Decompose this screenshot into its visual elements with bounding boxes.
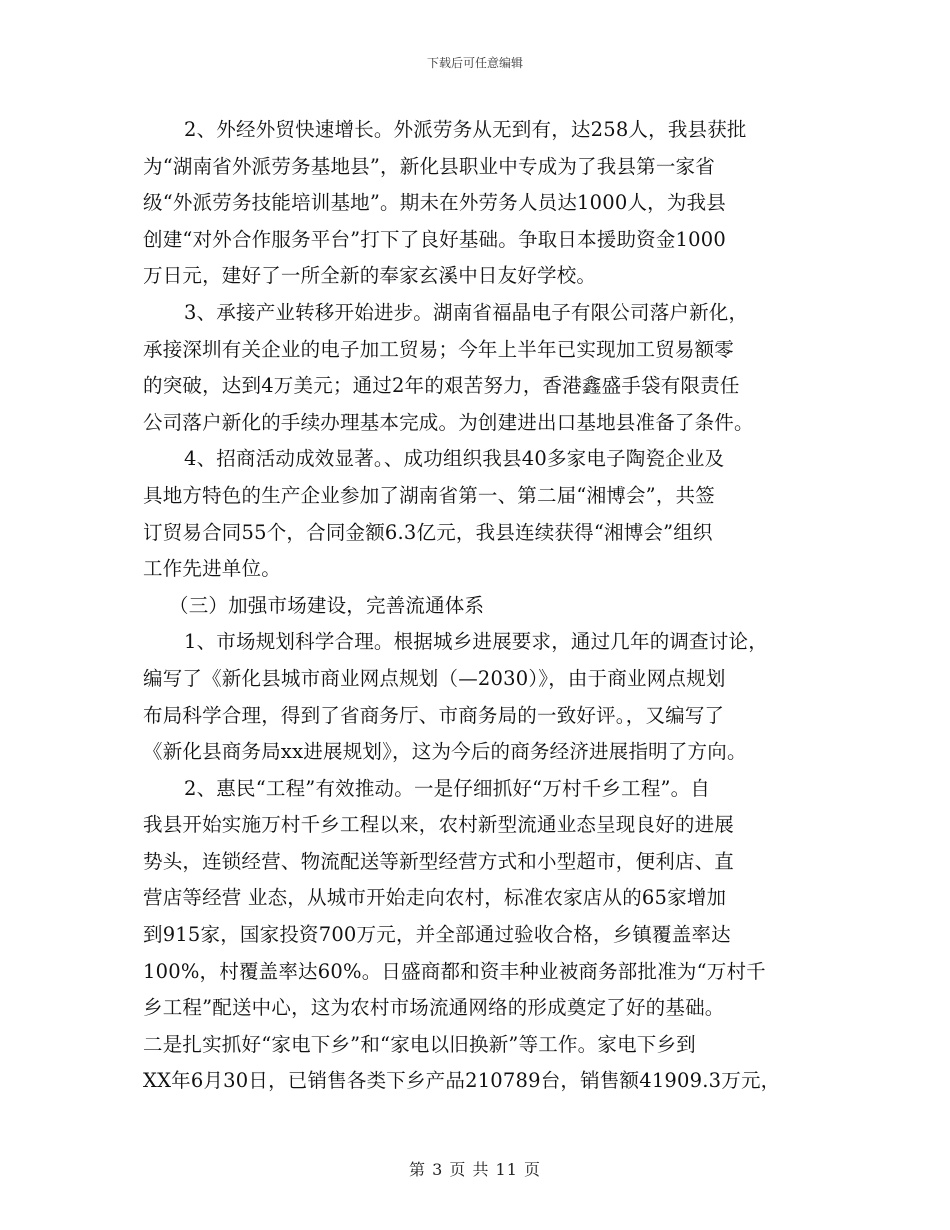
- page-header-note: 下载后可任意编辑: [426, 56, 523, 70]
- paragraph-2-line-3: 级“外派劳务技能培训基地”。期未在外劳务人员达1000人，为我县: [143, 191, 726, 215]
- page-number-footer: 第 3 页 共 11 页: [409, 1160, 541, 1179]
- market-paragraph-1-line-3: 布局科学合理，得到了省商务厅、市商务局的一致好评。，又编写了: [143, 703, 725, 727]
- paragraph-4-line-1: 4、招商活动成效显著。、成功组织我县40多家电子陶瓷企业及: [184, 447, 725, 471]
- market-paragraph-2-line-4: 营店等经营 业态，从城市开始走向农村，标准农家店从的65家增加: [143, 886, 727, 910]
- paragraph-3-line-4: 公司落户新化的手续办理基本完成。为创建进出口基地县准备了条件。: [143, 410, 754, 434]
- paragraph-3-line-3: 的突破，达到4万美元；通过2年的艰苦努力，香港鑫盛手袋有限责任: [143, 374, 740, 398]
- document-body: [143, 112, 823, 1100]
- paragraph-2-line-2: 为“湖南省外派劳务基地县”，新化县职业中专成为了我县第一家省: [143, 154, 715, 178]
- market-paragraph-2-line-8: 二是扎实抓好“家电下乡”和“家电以旧换新”等工作。家电下乡到: [143, 1032, 696, 1056]
- paragraph-3-line-2: 承接深圳有关企业的电子加工贸易；今年上半年已实现加工贸易额零: [143, 337, 735, 361]
- paragraph-2-line-4: 创建“对外合作服务平台”打下了良好基础。争取日本援助资金1000: [143, 227, 726, 251]
- paragraph-4-line-3: 订贸易合同55个，合同金额6.3亿元，我县连续获得“湘博会”组织: [143, 520, 713, 544]
- market-paragraph-2-line-2: 我县开始实施万村千乡工程以来，农村新型流通业态呈现良好的进展: [143, 813, 735, 837]
- paragraph-4-line-2: 具地方特色的生产企业参加了湖南省第一、第二届“湘博会”，共签: [143, 483, 715, 507]
- market-paragraph-1-line-4: 《新化县商务局xx进展规划》，这为今后的商务经济进展指明了方向。: [143, 740, 747, 764]
- paragraph-4-line-4: 工作先进单位。: [143, 557, 281, 581]
- market-paragraph-2-line-7: 乡工程”配送中心，这为农村市场流通网络的形成奠定了好的基础。: [143, 996, 725, 1020]
- market-paragraph-2-line-6: 100%，村覆盖率达60%。日盛商都和资丰种业被商务部批准为“万村千: [143, 959, 766, 983]
- market-paragraph-2-line-9: XX年6月30日，已销售各类下乡产品210789台，销售额41909.3万元，: [143, 1069, 781, 1093]
- market-paragraph-2-line-3: 势头，连锁经营、物流配送等新型经营方式和小型超市，便利店、直: [143, 849, 735, 873]
- market-paragraph-2-line-5: 到915家，国家投资700万元，并全部通过验收合格，乡镇覆盖率达: [143, 923, 731, 947]
- section-heading-3: （三）加强市场建设，完善流通体系: [169, 593, 485, 617]
- market-paragraph-1-line-2: 编写了《新化县城市商业网点规划（—2030）》，由于商业网点规划: [143, 666, 726, 690]
- market-paragraph-1-line-1: 1、市场规划科学合理。根据城乡进展要求，通过几年的调查讨论，: [184, 630, 768, 654]
- paragraph-3-line-1: 3、承接产业转移开始进步。湖南省福晶电子有限公司落户新化，: [184, 300, 749, 324]
- paragraph-2-line-5: 万日元，建好了一所全新的奉家玄溪中日友好学校。: [143, 264, 597, 288]
- paragraph-2-line-1: 2、外经外贸快速增长。外派劳务从无到有，达258人，我县获批: [184, 118, 747, 141]
- market-paragraph-2-line-1: 2、惠民“工程”有效推动。一是仔细抓好“万村千乡工程”。自: [184, 776, 711, 800]
